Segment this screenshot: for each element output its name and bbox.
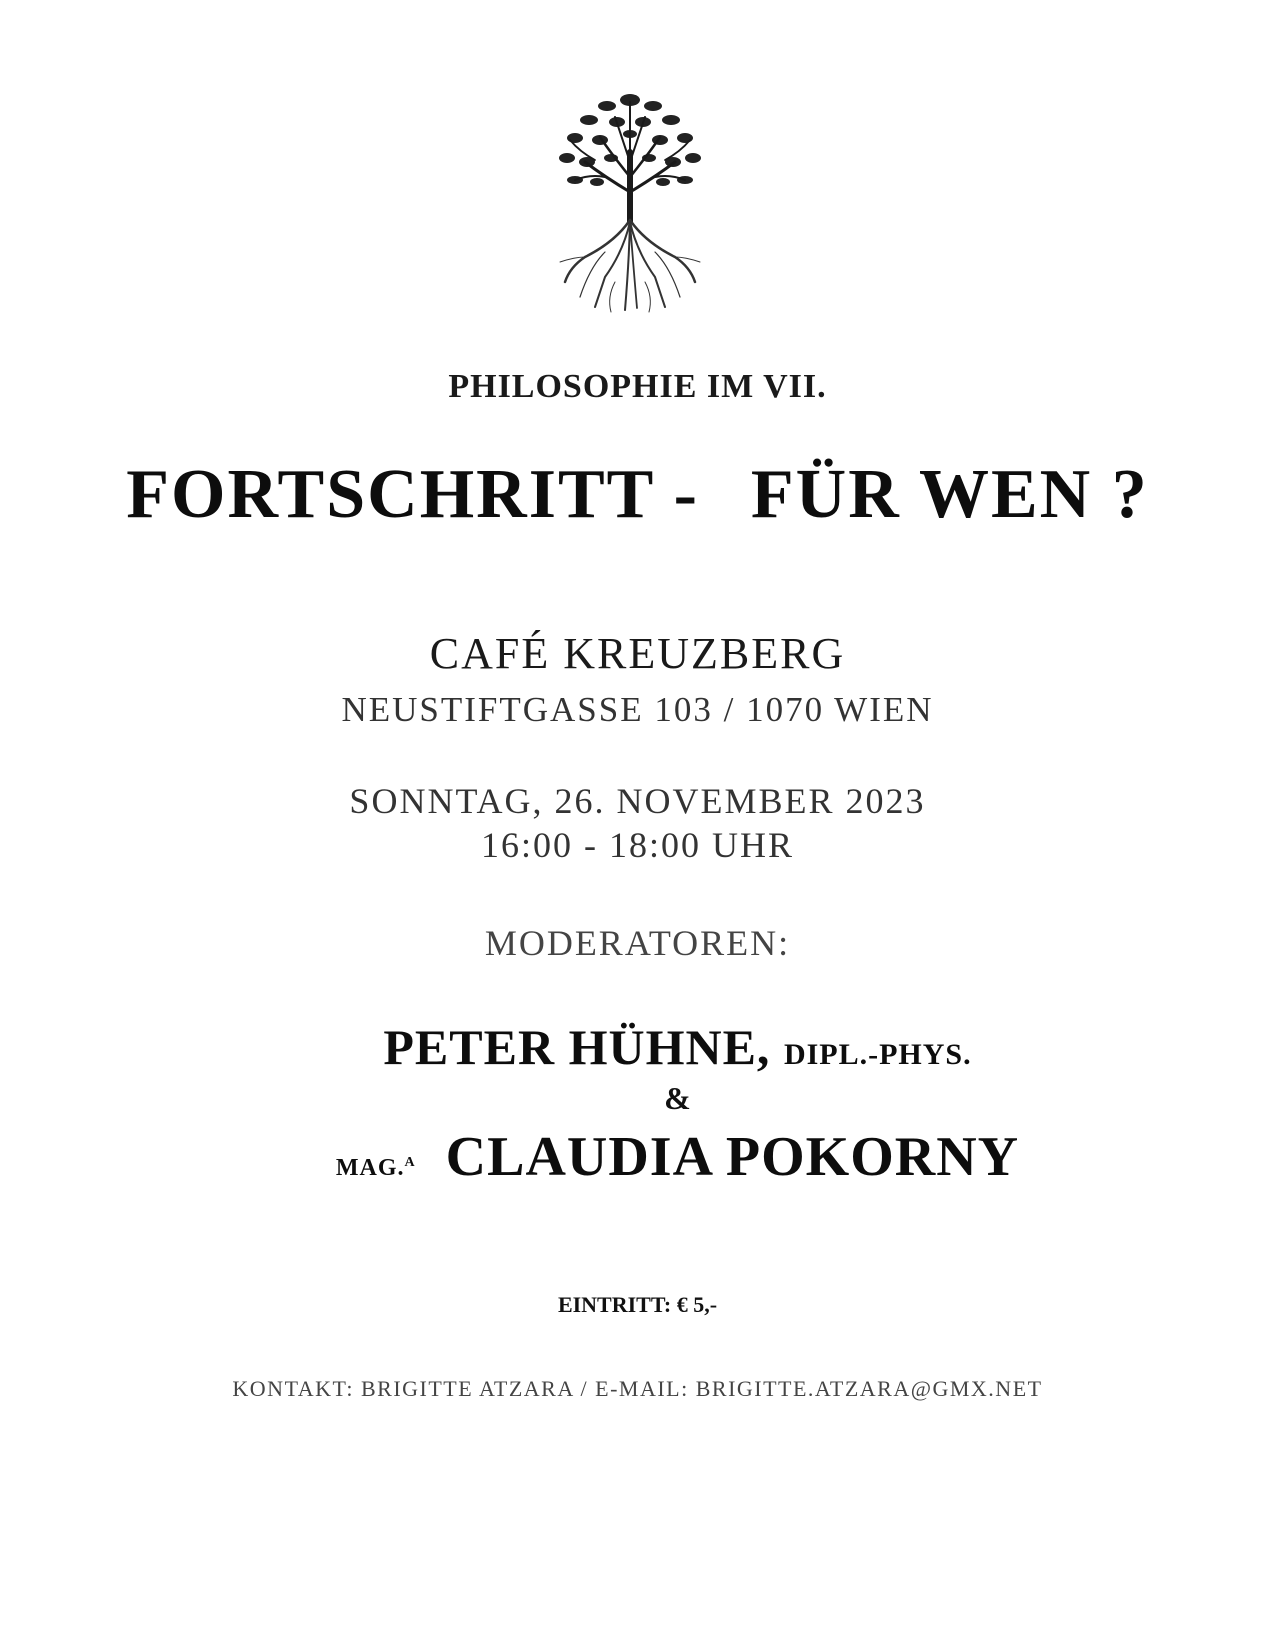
moderator-2 bbox=[40, 1125, 1275, 1189]
venue-name: CAFÉ KREUZBERG bbox=[429, 629, 846, 678]
entry-fee: EINTRITT: € 5,- bbox=[557, 1292, 718, 1317]
event-title bbox=[0, 455, 1275, 535]
event-date: SONNTAG, 26. NOVEMBER 2023 bbox=[349, 781, 926, 821]
contact-info: KONTAKT: BRIGITTE ATZARA / E-MAIL: BRIGITTE.ATZARA@GMX.NET bbox=[232, 1376, 1043, 1401]
tree-logo-icon bbox=[545, 82, 715, 314]
event-title-part1: FORTSCHRITT - bbox=[126, 456, 699, 533]
moderator-1 bbox=[40, 1018, 1275, 1076]
venue-address: NEUSTIFTGASSE 103 / 1070 WIEN bbox=[341, 690, 934, 729]
event-time: 16:00 - 18:00 UHR bbox=[481, 825, 794, 865]
moderator-1-name: PETER HÜHNE, bbox=[383, 1019, 771, 1075]
moderator-2-name: CLAUDIA POKORNY bbox=[445, 1126, 1020, 1188]
series-title: PHILOSOPHIE IM VII. bbox=[448, 368, 827, 405]
event-title-part2: FÜR WEN ? bbox=[750, 456, 1149, 533]
moderator-2-degree-sup: A bbox=[404, 1155, 416, 1170]
moderator-1-degree: DIPL.-PHYS. bbox=[783, 1038, 972, 1071]
moderator-2-degree: MAG.$^A$ bbox=[335, 1155, 416, 1181]
moderators-label: MODERATOREN: bbox=[484, 923, 791, 963]
moderators-ampersand: & bbox=[664, 1080, 691, 1116]
